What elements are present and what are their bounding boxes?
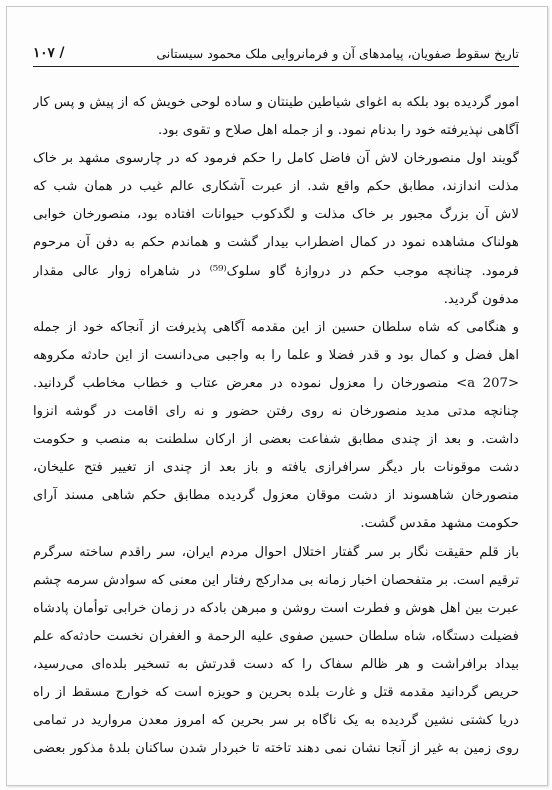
text-line: هولناک مشاهده نمود در کمال اضطراب بیدار گشت و هماندم حکم به دفن آن مرحوم	[33, 235, 519, 251]
text-line: مدفون گردید.	[443, 291, 519, 307]
text-line: فرمود. چنانچه موجب حکم در دروازهٔ گاو سلوک⁽⁵⁹⁾ در شاهراه زوار عالی مقدار	[33, 263, 519, 279]
text-line: آگاهی نپذیرفته خود را بدنام نمود. و از جمله اهل صلاح و تقوی بود.	[158, 123, 519, 139]
text-line: دشت موقونات بار دیگر سرافرازی یافته و باز بعد از چندی از تغییر فتح علیخان،	[33, 460, 519, 476]
page-number: / ۱۰۷	[33, 45, 65, 61]
running-title: تاریخ سقوط صفویان، پیامدهای آن و فرمانروایی ملک محمود سیستانی	[156, 46, 519, 61]
text-line: حکومت مشهد مقدس گشت.	[360, 516, 519, 532]
body-text	[33, 89, 519, 763]
text-line: منصورخان شاهسوند از دشت موقان معزول گردیده مطابق حکم شاهی مسند آرای	[33, 488, 519, 504]
book-page	[6, 6, 548, 786]
text-line: باز قلم حقیقت نگار بر سر گفتار اختلال احوال مردم ایران، سر راقدم ساخته سرگرم	[33, 544, 519, 560]
running-header	[33, 45, 519, 67]
text-line: لاش آن بزرگ مجبور بر خاک مذلت و لگدکوب حیوانات افتاده بود، منصورخان خوابی	[33, 207, 519, 223]
text-line: دریا کشتی نشین گردیده به یک ناگاه بر سر بحرین که امروز معدن مروارید در تمامی	[33, 713, 519, 729]
text-line: ترقیم است. بر متفحصان اخبار زمانه بی مدارکج رفتار این معنی که سوادش سرمه چشم	[33, 572, 519, 588]
text-line: امور گردیده بود بلکه به اغوای شیاطین طینتان و ساده لوحی خویش که از پیش و پس کار	[33, 95, 519, 110]
text-line: روی زمین به غیر از آنجا نشان نمی دهند تاخته تا خبردار شدن ساکنان بلدهٔ مذکور بعضی	[33, 741, 519, 757]
text-line: اهل فضل و کمال بود و قدر فضلا و علما را به واجبی می‌دانست از این حادثه مکروهه	[33, 347, 519, 363]
text-line: مذلت اندازند، مطابق حکم واقع شد. از عبرت آشکاری عالم غیب در همان شب که	[33, 179, 519, 195]
text-line: چنانچه مدتی مدید منصورخان نه روی رفتن حضور و نه رای اقامت در گوشه انزوا	[33, 404, 519, 420]
text-line: و هنگامی که شاه سلطان حسین از این مقدمه آگاهی پذیرفت از آنجاکه خود از جمله	[33, 319, 519, 335]
text-line: گویند اول منصورخان لاش آن فاضل کامل را حکم فرمود که در چارسوی مشهد بر خاک	[33, 151, 519, 167]
text-line: <207 a> منصورخان را معزول نموده در معرض عتاب و خطاب مخاطب گردانید.	[33, 375, 519, 391]
text-line: فضیلت دستگاه، شاه سلطان حسین صفوی علیه الرحمة و الغفران نخست حادثه‌که علم	[33, 628, 519, 644]
text-line: داشت. و بعد از چندی مطابق شفاعت بعضی از ارکان سلطنت به منصب و حکومت	[33, 432, 519, 448]
text-line: حریص گردانید مقدمه قتل و غارت بلده بحرین و حویزه است که خوارج مسقط از راه	[33, 684, 519, 700]
text-line: بیداد برافراشت و هر ظالم سفاک را که دست قدرتش به تسخیر بلده‌ای می‌رسید،	[33, 656, 519, 672]
text-line: عبرت بین اهل هوش و فطرت است روشن و مبرهن بادکه در زمان خرابی توأمان پادشاه	[33, 600, 519, 616]
